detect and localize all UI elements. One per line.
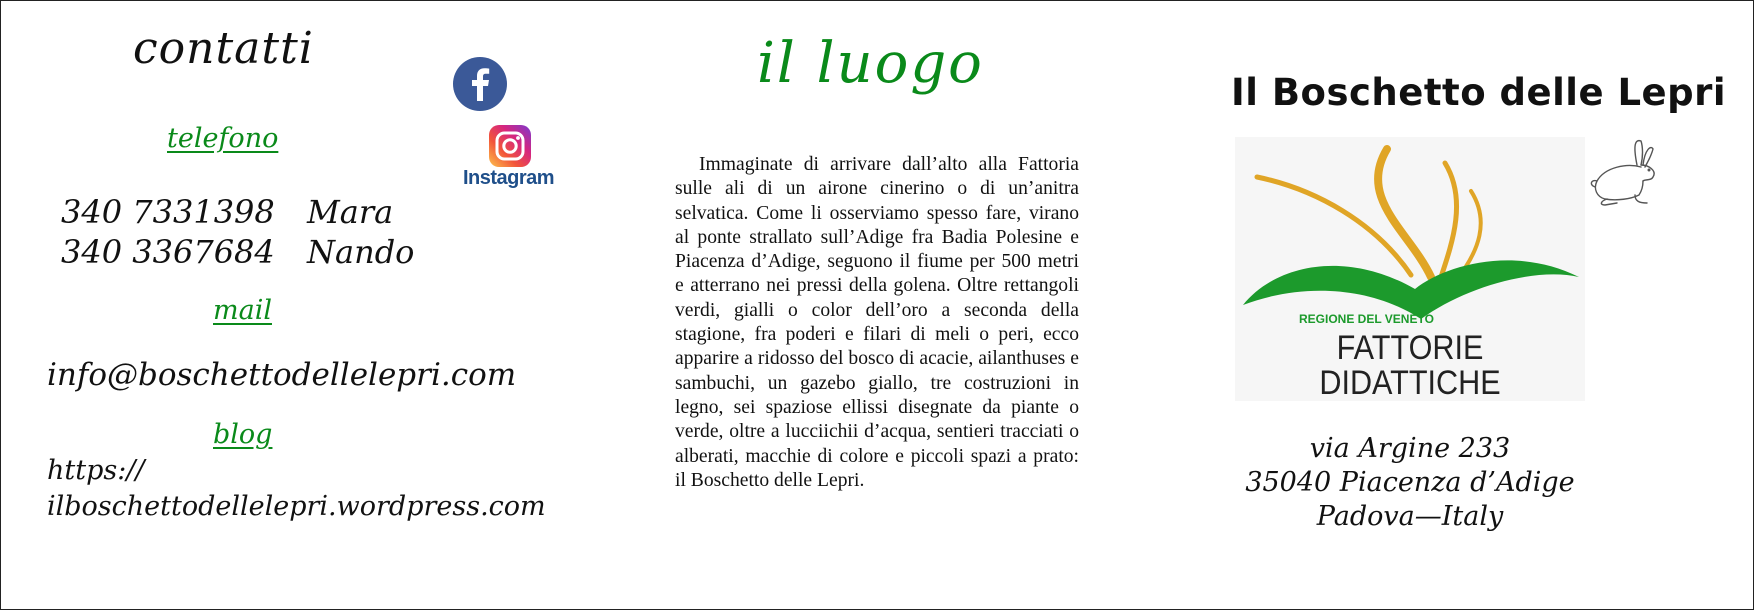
place-description: Immaginate di arrivare dall’alto alla Fattoria sulle ali di un airone cinerino o di un’anitra selvatica. Come li osserviamo spesso fare, virano al ponte strallato sull’Adige fra Badia Polesine e Piacenza d’Adige, seguono il fiume per 500 metri e atterrano nei pressi della golena. Oltre rettangoli verdi, gialli o color dell’oro a seconda della stagione, fra poderi e filari di meli o peri, ecco apparire a ridosso del bosco di acacie, ailanthuses e sambuchi, un gazebo giallo, tre costruzioni in legno, sei spaziose ellissi disegnate da piante o verde, oltre a lucciichii d’acqua, sentieri tracciati o alberati, macchie di colore e piccoli spazi a prato: il Boschetto delle Lepri. (675, 154, 1079, 491)
phone-number[interactable]: 340 3367684 (61, 233, 275, 271)
email-link[interactable]: info@boschettodellelepri.com (47, 357, 517, 393)
phone-number[interactable]: 340 7331398 (61, 193, 275, 231)
phone-row (61, 193, 393, 231)
address-street: via Argine 233 (1309, 433, 1511, 464)
logo-line2: DIDATTICHE (1319, 363, 1501, 401)
rabbit-icon (1587, 137, 1663, 207)
mail-heading: mail (213, 295, 272, 326)
place-title: il luogo (757, 31, 984, 96)
blog-url-line2: ilboschettodellelepri.wordpress.com (47, 491, 546, 522)
phone-heading: telefono (167, 123, 279, 154)
blog-link[interactable] (47, 453, 567, 525)
logo-line1: FATTORIE (1336, 328, 1484, 367)
blog-heading: blog (213, 419, 273, 450)
facebook-icon[interactable] (453, 57, 507, 111)
instagram-label: Instagram (463, 167, 555, 189)
phone-contact-name: Nando (307, 233, 415, 271)
contacts-title: contatti (133, 23, 314, 74)
fattorie-didattiche-logo (1235, 137, 1585, 401)
address-city: 35040 Piacenza d’Adige (1245, 467, 1575, 498)
instagram-icon[interactable] (489, 125, 531, 167)
blog-url-line1: https:// (47, 455, 145, 486)
logo-region-text: REGIONE DEL VENETO (1299, 312, 1434, 326)
farm-name: Il Boschetto delle Lepri (1231, 71, 1727, 114)
address-region: Padova—Italy (1316, 501, 1504, 532)
phone-row (61, 233, 414, 271)
phone-contact-name: Mara (307, 193, 394, 231)
